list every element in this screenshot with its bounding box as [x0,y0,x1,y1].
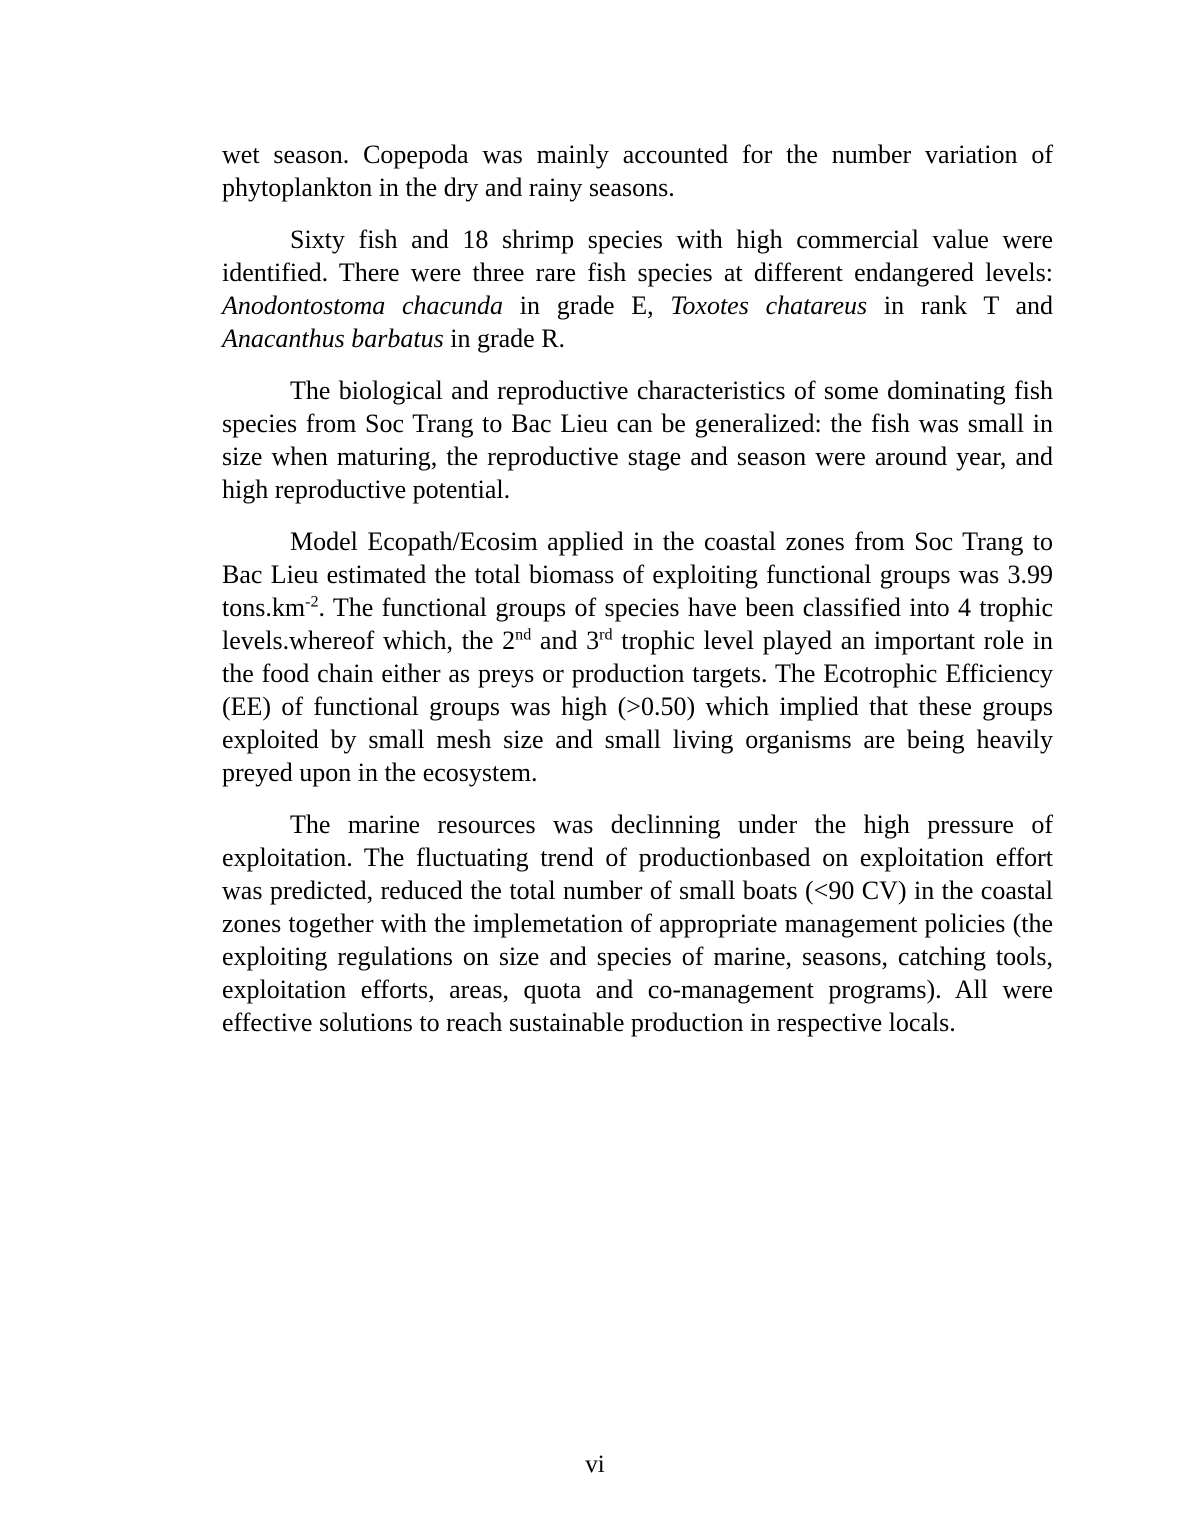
paragraph [222,374,1053,506]
text-run: in rank T and [867,291,1054,320]
superscript-text: rd [599,626,613,644]
text-run: and 3 [531,626,600,655]
species-name: Toxotes chatareus [670,291,868,320]
text-run: Sixty fish and 18 shrimp species with high commercial value were identified. There were three rare fish species at different endangered levels: [222,225,1053,287]
text-run: wet season. Copepoda was mainly accounted for the number variation of phytoplankton in the dry and rainy seasons. [222,140,1053,202]
text-run: trophic level played an important role in the food chain either as preys or production targets. The Ecotrophic Efficiency (EE) of functional groups was high (>0.50) which implied that these groups exploited by small mesh size and small living organisms are being heavily preyed upon in the ecosystem. [222,626,1054,787]
paragraph [222,138,1053,204]
text-run: in grade R. [443,324,566,353]
paragraph [222,525,1053,789]
text-run: in grade E, [503,291,671,320]
species-name: Anodontostoma chacunda [222,291,504,320]
page-number: vi [585,1451,605,1478]
abstract-body [222,138,1053,1058]
text-run: . The functional groups of species have been classified into 4 trophic levels.whereof which, the 2 [222,593,1053,655]
species-name: Anacanthus barbatus [222,324,444,353]
text-run: Model Ecopath/Ecosim applied in the coastal zones from Soc Trang to Bac Lieu estimated the total biomass of exploiting functional groups was 3.99 tons.km [222,527,1053,622]
text-run: The biological and reproductive characteristics of some dominating fish species from Soc Trang to Bac Lieu can be generalized: the fish was small in size when maturing, the reproductive stage and season were around year, and high reproductive potential. [222,376,1053,504]
paragraph [222,223,1053,355]
page-footer [0,1449,1190,1480]
paragraph [222,808,1053,1039]
superscript-text: nd [515,626,532,644]
text-run: The marine resources was declinning under the high pressure of exploitation. The fluctuating trend of productionbased on exploitation effort was predicted, reduced the total number of small boats (<90 CV) in the coastal zones together with the implemetation of appropriate management policies (the exploiting regulations on size and species of marine, seasons, catching tools, exploitation efforts, areas, quota and co-management programs). All were effective solutions to reach sustainable production in respective locals. [222,810,1053,1037]
superscript-text: -2 [305,593,319,611]
